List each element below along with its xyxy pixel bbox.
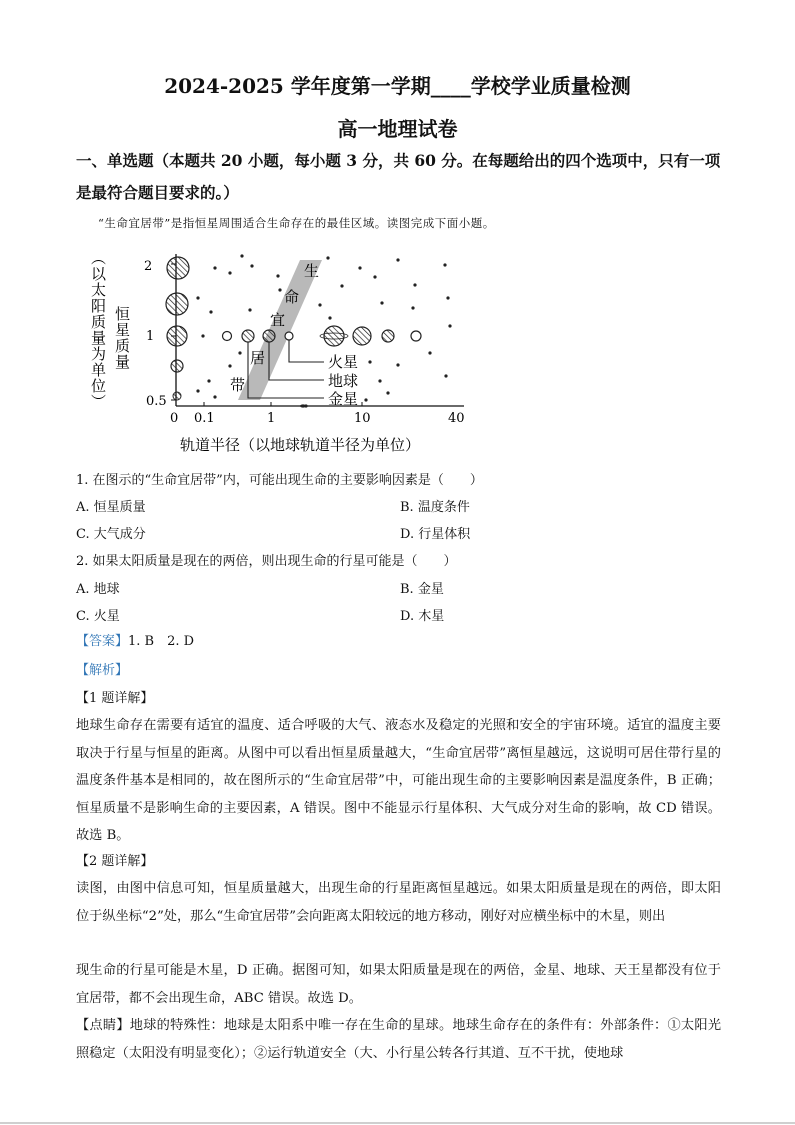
y-axis-label-unit: （以太阳质量为单位） [89, 250, 107, 410]
star-mass-0-5 [173, 392, 181, 400]
y-axis-label: 恒星质量 [113, 306, 131, 370]
x-tick-1: 1 [267, 411, 276, 426]
x-tick-0: 0 [170, 411, 179, 426]
y-tick-05: 0.5 [146, 394, 167, 409]
star-mass-2 [167, 257, 189, 279]
intro-text: “生命宜居带”是指恒星周围适合生命存在的最佳区域。读图完成下面小题。 [98, 216, 495, 230]
analysis-label: 【解析】 [76, 663, 129, 678]
detail-2-text-b: 现生命的行星可能是木星，D 正确。据图可知，如果太阳质量是现在的两倍，金星、地球、天王星都没有位于宜居带，都不会出现生命，ABC 错误。故选 D。 [76, 963, 721, 1006]
planet-saturn [353, 327, 371, 345]
question-1-stem: 1. 在图示的“生命宜居带”内，可能出现生命的主要影响因素是（ ） [76, 473, 483, 488]
star-mass-1 [167, 326, 187, 346]
x-tick-10: 10 [354, 411, 371, 426]
planet-jupiter [324, 326, 344, 346]
tip-paragraph [76, 1012, 721, 1067]
q2-option-a[interactable]: A. 地球 [76, 582, 120, 597]
x-axis-label: 轨道半径（以地球轨道半径为单位） [180, 436, 421, 454]
answer-text: 1. B 2. D [128, 634, 195, 649]
band-char-2: 命 [284, 288, 300, 306]
band-char-1: 生 [304, 262, 320, 280]
planet-mercury [223, 332, 232, 341]
answer-line [76, 633, 194, 651]
x-tick-01: 0.1 [194, 411, 215, 426]
detail-2-heading: 【2 题详解】 [76, 854, 154, 869]
leader-mars [289, 340, 324, 362]
detail-1-heading: 【1 题详解】 [76, 691, 154, 706]
star-mass-1-5 [166, 293, 188, 315]
label-mars: 火星 [328, 353, 359, 371]
band-char-4: 居 [250, 349, 266, 367]
star-mass-0-75 [171, 360, 183, 372]
q2-option-d[interactable]: D. 木星 [400, 609, 445, 624]
page-bottom-rule [0, 1122, 795, 1124]
y-tick-2: 2 [144, 259, 153, 274]
planet-earth [263, 330, 275, 342]
y-tick-1: 1 [146, 329, 155, 344]
q1-option-b[interactable]: B. 温度条件 [400, 500, 470, 515]
detail-2-text-a: 读图，由图中信息可知，恒星质量越大，出现生命的行星距离恒星越远。如果太阳质量是现在的两倍，即太阳位于纵坐标“2”处，那么“生命宜居带”会向距离太阳较远的地方移动，刚好对应横坐标中的木星，则出 [76, 881, 721, 924]
habitable-zone-figure [70, 240, 480, 460]
page-title: 2024-2025 学年度第一学期____学校学业质量检测 [164, 74, 631, 98]
band-char-5: 带 [230, 376, 246, 394]
planet-neptune [411, 331, 421, 341]
section-heading-line1: 一、单选题（本题共 20 小题，每小题 3 分，共 60 分。在每题给出的四个选项中，只有一项 [76, 151, 721, 170]
planet-venus [242, 330, 254, 342]
tip-label: 【点睛】 [76, 1018, 130, 1033]
section-heading-line2: 是最符合题目要求的。） [76, 183, 239, 202]
planet-mars [285, 332, 293, 340]
planet-uranus [382, 330, 394, 342]
label-earth: 地球 [328, 372, 359, 390]
x-tick-40: 40 [448, 411, 465, 426]
detail-1-text: 地球生命存在需要有适宜的温度、适合呼吸的大气、液态水及稳定的光照和安全的宇宙环境。适宜的温度主要取决于行星与恒星的距离。从图中可以看出恒星质量越大，“生命宜居带”离恒星越远，这说明可居住带行星的温度条件基本是相同的，故在图所示的“生命宜居带”中，可能出现生命的主要影响因素是温度条件，B 正确；恒星质量不是影响生命的主要因素，A 错误。图中不能显示行星体积、大气成分对生命的影响，故 CD 错误。故选 B。 [76, 718, 721, 843]
q2-option-c[interactable]: C. 火星 [76, 609, 120, 624]
answer-label: 【答案】 [76, 634, 129, 649]
tip-text: 地球的特殊性：地球是太阳系中唯一存在生命的星球。地球生命存在的条件有：外部条件：①太阳光照稳定（太阳没有明显变化）；②运行轨道安全（大、小行星公转各行其道、互不干扰，使地球 [76, 1018, 722, 1061]
q1-option-d[interactable]: D. 行星体积 [400, 527, 471, 542]
band-char-3: 宜 [270, 311, 286, 329]
label-venus: 金星 [328, 390, 359, 408]
page-subtitle: 高一地理试卷 [337, 117, 458, 141]
question-2-stem: 2. 如果太阳质量是现在的两倍，则出现生命的行星可能是（ ） [76, 554, 457, 569]
q2-option-b[interactable]: B. 金星 [400, 582, 444, 597]
q1-option-c[interactable]: C. 大气成分 [76, 527, 146, 542]
q1-option-a[interactable]: A. 恒星质量 [76, 500, 146, 515]
